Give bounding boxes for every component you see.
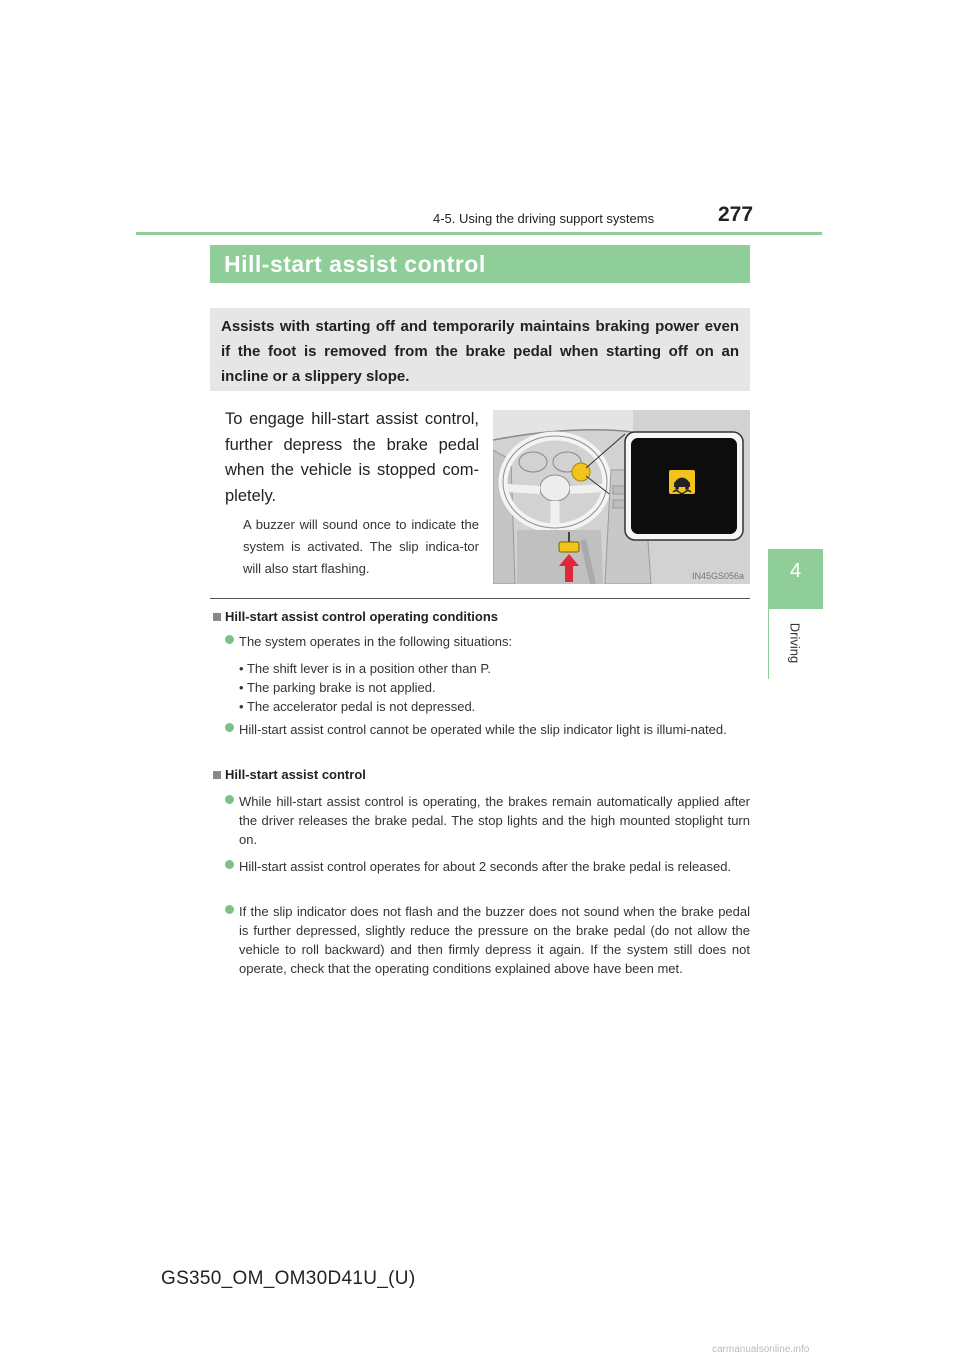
document-code: GS350_OM_OM30D41U_(U): [161, 1268, 416, 1289]
note-bullet: If the slip indicator does not flash and the buzzer does not sound when the brake pedal is further depressed, slightly reduce the pressure on the brake pedal (do not allow the vehicle to roll backward) and then firmly depress it again. If the system still does not operate, check that the operating conditions explained above have been met.: [239, 902, 750, 978]
note-bullet: The system operates in the following situations:: [239, 632, 750, 651]
instruction-text: To engage hill-start assist control, further depress the brake pedal when the vehicle is stopped com-pletely.: [225, 410, 479, 505]
condition-item: • The shift lever is in a position other than P.: [239, 661, 491, 676]
instruction-note: A buzzer will sound once to indicate the system is activated. The slip indica-tor will also start flashing.: [243, 517, 479, 576]
note-bullet: While hill-start assist control is operating, the brakes remain automatically applied after the driver releases the brake pedal. The stop lights and the high mounted stoplight turn on.: [239, 792, 750, 849]
condition-item: • The accelerator pedal is not depressed.: [239, 699, 476, 714]
dashboard-illustration: [493, 410, 750, 584]
chapter-number: 4: [789, 560, 802, 582]
note-heading-operating-conditions: Hill-start assist control operating conditions: [213, 609, 498, 624]
round-bullet-icon: [225, 635, 234, 644]
dashboard-drawing: [493, 410, 750, 584]
section-title: 4-5. Using the driving support systems: [433, 211, 655, 226]
square-bullet-icon: [213, 613, 221, 621]
page-title: Hill-start assist control: [224, 251, 486, 277]
chapter-label: Driving: [787, 622, 803, 664]
note-heading-hill-start: Hill-start assist control: [213, 767, 366, 782]
watermark: carmanualsonline.info: [712, 1344, 810, 1355]
slip-indicator-icon: [669, 470, 695, 494]
header-rule: [136, 232, 822, 235]
note-bullet: Hill-start assist control operates for about 2 seconds after the brake pedal is released.: [239, 857, 750, 876]
indicator-highlight: [572, 463, 590, 481]
round-bullet-icon: [225, 905, 234, 914]
page-number: 277: [718, 203, 754, 226]
condition-item: • The parking brake is not applied.: [239, 680, 436, 695]
note-bullet: Hill-start assist control cannot be operated while the slip indicator light is illumi-nated.: [239, 720, 750, 739]
section-divider: [210, 598, 750, 599]
figure-code: IN45GS056a: [691, 571, 744, 581]
square-bullet-icon: [213, 771, 221, 779]
indicator-callout: [625, 432, 743, 540]
condition-list: [239, 659, 750, 716]
round-bullet-icon: [225, 723, 234, 732]
intro-text: Assists with starting off and temporarily maintains braking power even if the foot is removed from the brake pedal when starting off on an incline or a slippery slope.: [221, 318, 739, 385]
chapter-tab-line: [768, 609, 769, 679]
title-bar: [210, 245, 750, 283]
round-bullet-icon: [225, 860, 234, 869]
intro-box: [210, 308, 750, 391]
round-bullet-icon: [225, 795, 234, 804]
